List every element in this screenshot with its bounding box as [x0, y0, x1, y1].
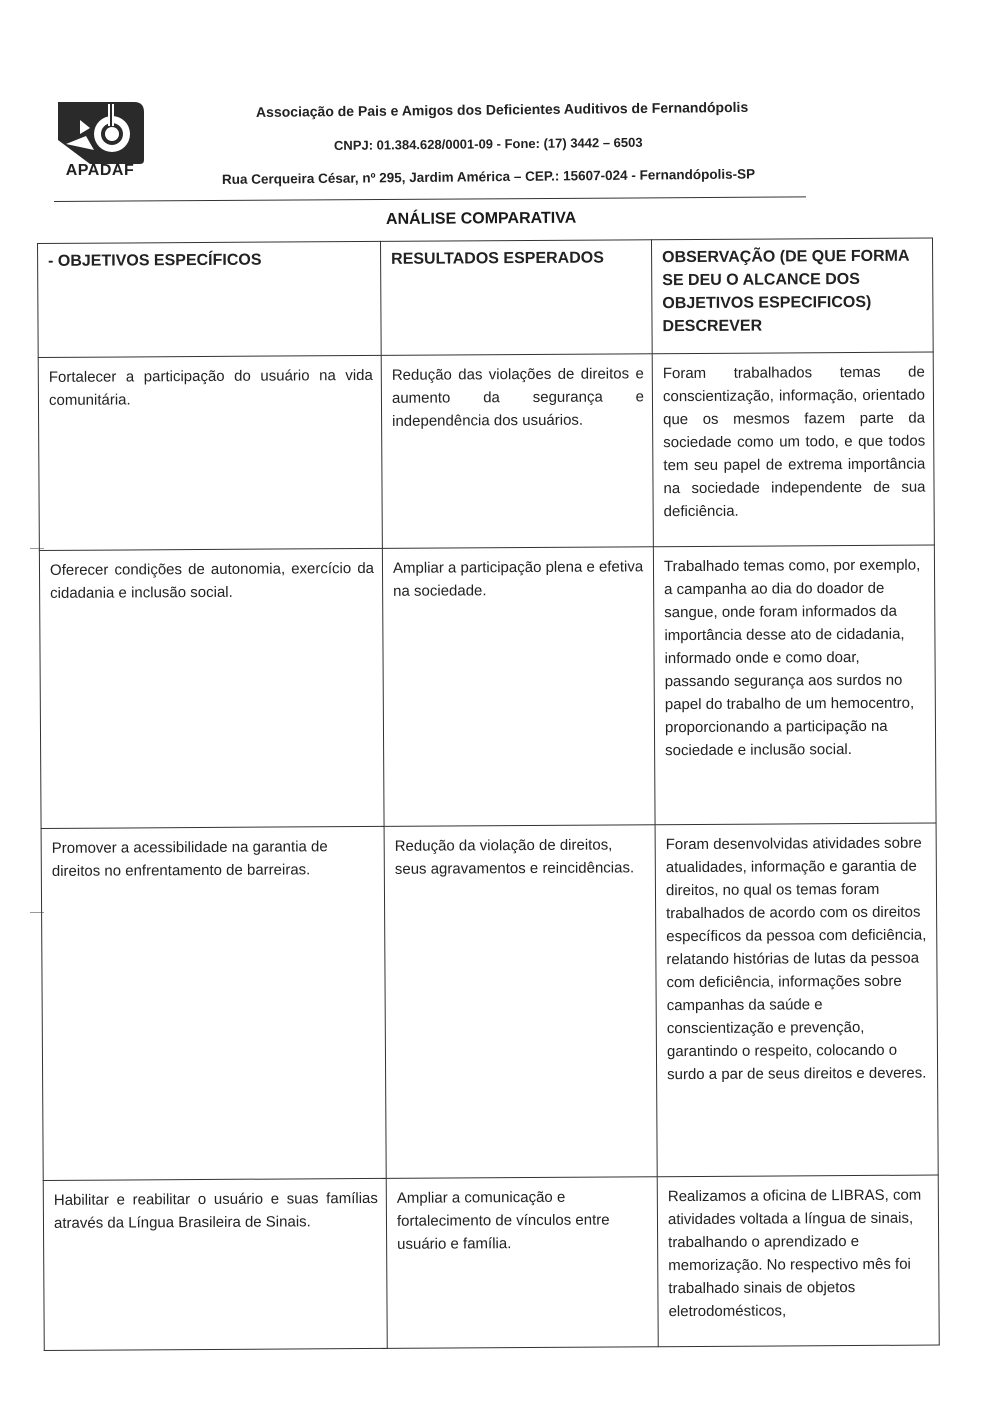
observation-cell: Foram desenvolvidas atividades sobre atualidades, informação e garantia de direitos, no qual os temas foram trabalhados de acordo com os direitos específicos da pessoa com deficiência, relatando histórias de lutas da pessoa com deficiência, informações sobre campanhas da saúde e conscientização e prevenção, garantindo o respeito, colocando o surdo a par de seus direitos e deveres.	[655, 823, 938, 1177]
header-divider	[54, 196, 806, 202]
expected-cell: Ampliar a participação plena e efetiva na sociedade.	[382, 547, 655, 827]
table-row	[43, 1175, 939, 1350]
header-expected-results: RESULTADOS ESPERADOS	[380, 240, 652, 356]
table-row	[38, 352, 934, 550]
objective-cell: Oferecer condições de autonomia, exercício da cidadania e inclusão social.	[39, 548, 384, 828]
observation-cell: Foram trabalhados temas de conscientização, informação, orientado que os mesmos fazem parte da sociedade como um todo, e que todos tem seu papel de extrema importância na sociedade independente de sua deficiência.	[652, 352, 934, 547]
apadaf-logo	[50, 100, 150, 186]
table-header-row	[38, 238, 934, 357]
logo-text: APADAF	[65, 162, 135, 179]
organization-name: Associação de Pais e Amigos dos Deficientes Auditivos de Fernandópolis	[255, 98, 749, 120]
header-objectives: - OBJETIVOS ESPECÍFICOS	[38, 241, 382, 357]
comparative-table	[37, 238, 940, 1351]
observation-cell: Realizamos a oficina de LIBRAS, com atividades voltada a língua de sinais, trabalhando o aprendizado e memorização. No respectivo mês foi trabalhado sinais de objetos eletrodomésticos,	[657, 1175, 939, 1347]
expected-cell: Redução da violação de direitos, seus agravamentos e reincidências.	[384, 825, 657, 1179]
expected-cell: Redução das violações de direitos e aumento da segurança e independência dos usuários.	[381, 354, 653, 549]
table-row	[39, 545, 936, 828]
address: Rua Cerqueira César, nº 295, Jardim América – CEP.: 15607-024 - Fernandópolis-SP	[221, 166, 756, 187]
document-title: ANÁLISE COMPARATIVA	[385, 209, 577, 228]
ear-logo-icon	[50, 100, 150, 166]
objective-cell: Fortalecer a participação do usuário na vida comunitária.	[38, 355, 382, 550]
objective-cell: Promover a acessibilidade na garantia de direitos no enfrentamento de barreiras.	[41, 826, 386, 1180]
objective-cell: Habilitar e reabilitar o usuário e suas famílias através da Língua Brasileira de Sinais.	[43, 1178, 387, 1350]
expected-cell: Ampliar a comunicação e fortalecimento de vínculos entre usuário e família.	[386, 1177, 658, 1349]
header-observation: OBSERVAÇÃO (DE QUE FORMA SE DEU O ALCANCE DOS OBJETIVOS ESPECIFICOS) DESCREVER	[651, 238, 933, 354]
comparative-table-wrap	[37, 238, 939, 1351]
cnpj-phone: CNPJ: 01.384.628/0001-09 - Fone: (17) 3442 – 6503	[333, 134, 643, 153]
table-row	[41, 823, 938, 1180]
observation-cell: Trabalhado temas como, por exemplo, a campanha ao dia do doador de sangue, onde foram informados da importância desse ato de cidadania, informado onde e como doar, passando segurança aos surdos no papel do trabalho de um hemocentro, proporcionando a participação na sociedade e inclusão social.	[653, 545, 936, 825]
